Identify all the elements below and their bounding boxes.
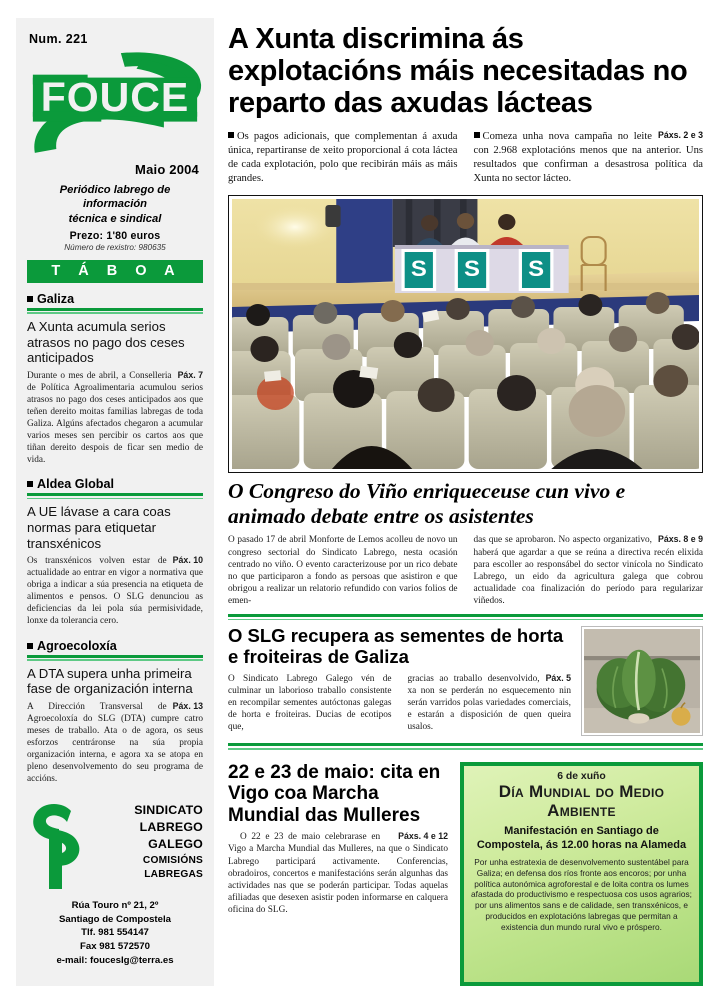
page-ref-2[interactable]: Páx. 13 [172,700,203,711]
union-identity-block [27,799,203,891]
contact-email[interactable]: e-mail: foucesIg@terra.es [56,954,174,966]
bullet-square-icon [474,132,480,138]
environment-body: Por unha estratexia de desenvolvemento sustentábel para Galiza; en defensa dos ríos fronte aos encoros; por unha política autonómica agroforestal e de loita contra os lumes afastada do productivismo e respectuosa cos usos agrarios; por uns alimentos sans e de calidade, sen transxénicos, e producidos en explotacións labregas que permitan a existencia dun mundo rural vivo e próspero. [471,856,692,932]
union-name-1: SINDICATO [134,803,203,818]
vigo-story-title[interactable]: 22 e 23 de maio: cita en Vigo coa Marcha Mundial das Mulleres [228,761,441,826]
environment-day-box [460,762,703,986]
slg-logo-icon [27,799,83,891]
contact-fax: Fax 981 572570 [80,941,150,953]
section-rule [27,655,203,661]
taboa-section-kicker-agroecoloxia [27,639,203,653]
environment-title: Día Mundial do Medio Ambiente [498,781,665,820]
sidebar [16,18,214,986]
seeds-column-2: Páx. 5 gracias ao traballo desenvolvido, xa non se perderán no esquecemento nin serán varridos polas variedades comerciais, e estarán a disposición de quen queira usalos. [407,672,571,733]
fouce-logo-icon [27,50,203,158]
divider-green-thin [228,619,703,621]
union-name-3: GALEGO [148,837,203,852]
seeds-story-title[interactable]: O SLG recupera as sementes de horta e froiteiras de Galiza [228,625,564,668]
deck-column-left: Os pagos adicionais, que complementan á axuda única, repartiranse de xeito proporcional á cota láctea de cada explotación, polo que recibirán máis as máis grandes. [228,130,458,185]
tagline-line-1: Periódico labrego de información [59,184,171,211]
svg-text:FOUCE: FOUCE [40,73,190,120]
kicker-label: Aldea Global [37,477,114,492]
tagline-line-2: técnica e sindical [68,212,162,225]
congress-hall-photo [232,199,699,469]
lead-headline[interactable]: A Xunta discrimina ás explotacións máis necesitadas no reparto das axudas lácteas [228,23,688,119]
contact-phone: Tlf. 981 554147 [81,927,149,939]
bullet-square-icon [27,296,33,302]
seeds-page-ref[interactable]: Páx. 5 [545,672,571,683]
taboa-section-kicker-galiza [27,292,203,306]
bullet-square-icon [27,643,33,649]
congress-column-2: Páxs. 8 e 9 das que se aprobaron. No aspecto organizativo, haberá que agardar a que se reúna a directiva recén elixida para escoller ao responsábel do sector vinícola no Sindicato Labrego, un eido da agricultura galega que cobrou actualidade coa finalización do período para regularizar viñedos. [473,534,703,606]
main-content [228,18,703,986]
divider-green-thin-2 [228,748,703,750]
taboa-item-title-2[interactable]: A DTA supera unha primeira fase de organización interna [27,665,193,697]
lead-deck [228,130,703,187]
kicker-label: Agroecoloxía [37,638,117,653]
fouce-logo [27,50,203,158]
taboa-item-title-0[interactable]: A Xunta acumula serios atrasos no pago dos ceses anticipados [27,318,185,366]
section-rule [27,308,203,314]
masthead-date: Maio 2004 [135,162,199,177]
lead-photo-frame [228,195,703,473]
contact-address: Rúa Touro nº 21, 2º [71,900,159,912]
union-name-2: LABREGO [139,820,203,835]
page-ref-1[interactable]: Páx. 10 [172,555,203,566]
congress-column-1: O pasado 17 de abril Monforte de Lemos acolleu de novo un congreso sectorial do Sindicato Labrego, nesta ocasión centrado no viño. O evento caracterizouse por un rico debate no que participaron a fondo as persoas que asistiron e que obrigou a realizar un relatorio refundido con varios folios de emen- [228,535,458,606]
taboa-item-body-1: Páx. 10 Os transxénicos volven estar de actualidade ao entrar en vigor a normativa que obriga a indicar a súa presencia na etiqueta de alimentos e pensos. O SLG denunciou as deficiencias da lei pola súa permisividade, lonxe da tolerancia cero. [27,555,203,627]
bullet-square-icon [228,132,234,138]
environment-subtitle: Manifestación en Santiago de Compostela, ás 12.00 horas na Alameda [476,825,687,852]
congress-page-ref[interactable]: Páxs. 8 e 9 [658,534,703,545]
deck-column-right: Páxs. 2 e 3 Comeza unha nova campaña no leite con 2.968 explotacións menos que na anterior. Uns resultados que confirman a desastrosa política da Xunta no sector lácteo. [473,129,703,185]
slg-logo [27,799,83,891]
taboa-item-body-0: Páx. 7 Durante o mes de abril, a Conselleria de Política Agroalimentaria acumulou serios atrasos no pago dos ceses anticipados aos que teñen dereito moitas familias labregas de toda Galiza. Algúns afectados chegaron a acumular varios meses sen percibir os cartos aos que tiñan dereito despois de ficar sen medio de vida. [27,369,203,466]
bullet-square-icon [27,481,33,487]
lead-page-ref[interactable]: Páxs. 2 e 3 [658,129,703,140]
svg-text:S: S [528,256,545,282]
union-name-5: LABREGAS [144,868,203,880]
taboa-section-kicker-aldea-global [27,477,203,491]
bottom-row [228,762,703,986]
divider-green-thick-2 [228,743,703,746]
seeds-column-1: O Sindicato Labrego Galego vén de culminar un laborioso traballo consistente en recompilar sementes autóctonas galegas de horta e froiteiras. Ducias de ecotipos que, [228,673,392,733]
page-ref-0[interactable]: Páx. 7 [177,369,203,380]
price-label: Prezo: 1'80 euros [69,229,161,242]
taboa-banner: T Á B O A [27,260,203,283]
contact-city: Santiago de Compostela [59,913,171,925]
divider-green-thick [228,614,703,617]
congress-story-title[interactable]: O Congreso do Viño enriqueceuse cun vivo e animado debate entre os asistentes [228,479,626,528]
taboa-item-body-2: Páx. 13 A Dirección Transversal de Agroecoloxía do SLG (DTA) cumpre catro meses de traballo. Ata o de agora, os seus esforzos centráronse na súa propia organización interna, e agora xa se atopa en pleno desenvolvemento do seu programa de accións. [27,700,203,785]
vigo-story [228,762,448,986]
cabbage-photo-frame [581,626,703,736]
registry-number: Número de rexistro: 980635 [64,242,166,252]
union-name-4: COMISIÓNS [142,854,203,866]
cabbage-photo [584,629,700,733]
contact-block [27,899,203,967]
section-rule [27,493,203,499]
vigo-page-ref[interactable]: Páxs. 4 e 12 [398,831,448,842]
environment-date: 6 de xuño [557,770,606,782]
svg-text:S: S [464,256,480,282]
kicker-label: Galiza [37,291,75,306]
union-name-lines [90,799,203,881]
congress-story-body [228,534,703,606]
taboa-item-title-1[interactable]: A UE lávase a cara coas normas para etiquetar transxénicos [27,504,171,551]
vigo-story-body: Páxs. 4 e 12 O 22 e 23 de maio celebrarase en Vigo a Marcha Mundial das Mulleres, na que o Sindicato Labrego participará activamente. Conferencias, obradoiros, concertos e manifestacións serán algunhas das actividades nas que se poderán participar. Todas aquelas afiliadas que desexen asistir poden informarse en calquera oficina do SLG. [228,831,448,916]
svg-text:S: S [410,256,427,282]
issue-number: Num. 221 [29,32,88,46]
seeds-story [228,626,703,736]
